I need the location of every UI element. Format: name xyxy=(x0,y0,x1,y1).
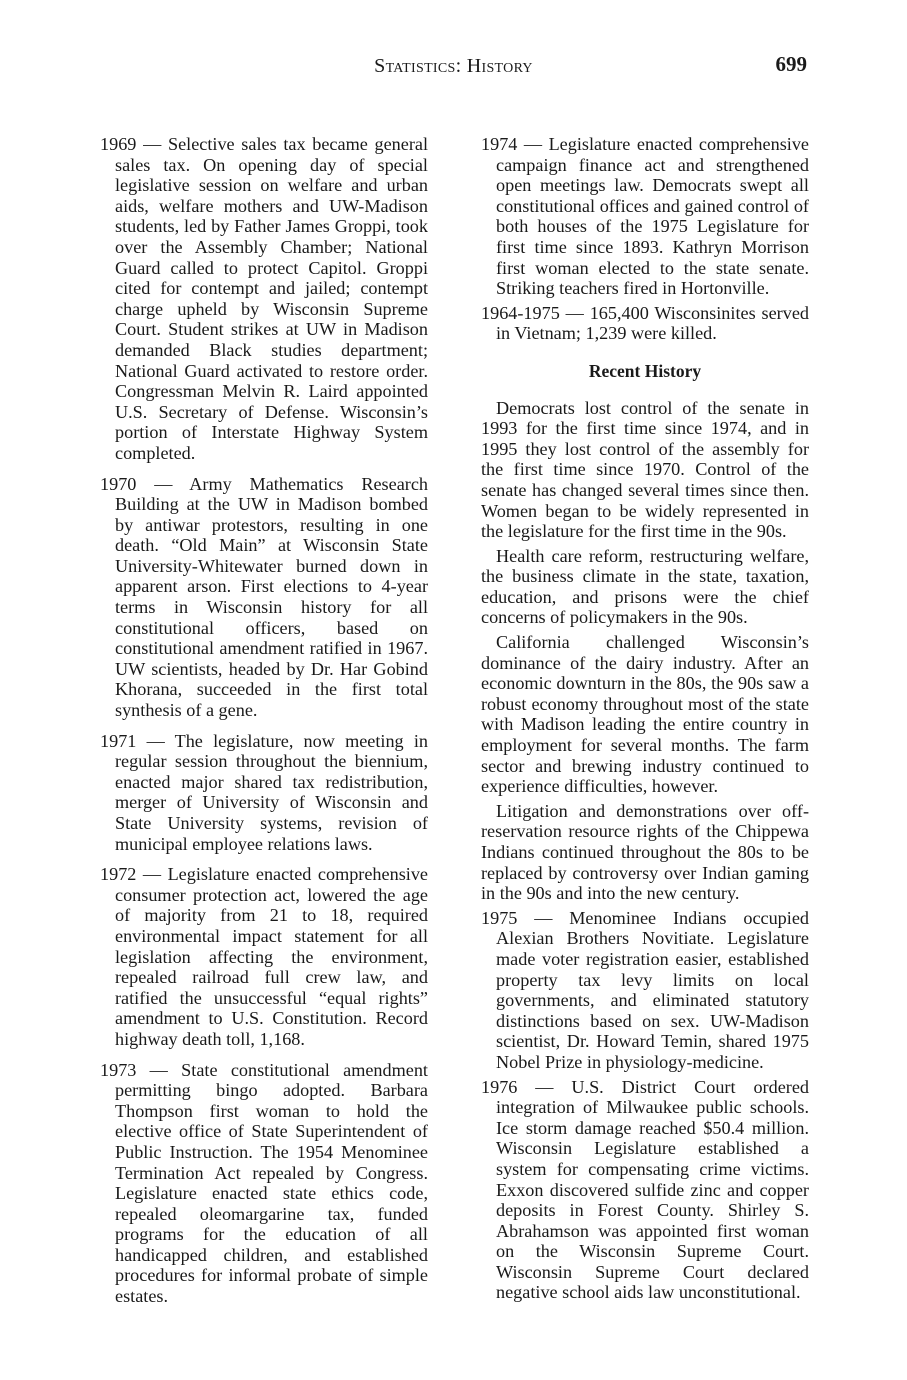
timeline-entry-1964-1975: 1964-1975 — 165,400 Wisconsinites served in Vietnam; 1,239 were killed. xyxy=(481,302,809,344)
left-column xyxy=(100,134,428,1307)
timeline-entry-1970: 1970 — Army Mathematics Research Building at the UW in Madison bombed by antiwar protestors, resulting in one death. “Old Main” at Wisconsin State University-Whitewater burned down in apparent arson. First elections to 4-year terms in Wisconsin history for all constitutional officers, based on constitutional amendment ratified in 1967. UW scientists, headed by Dr. Har Gobind Khorana, succeeded in the first total synthesis of a gene. xyxy=(100,473,428,721)
timeline-entry-1971: 1971 — The legislature, now meeting in regular session throughout the biennium, enacted major shared tax redistribution, merger of University of Wisconsin and State University systems, revision of municipal employee relations laws. xyxy=(100,730,428,854)
recent-history-paragraph: California challenged Wisconsin’s dominance of the dairy industry. After an economic downturn in the 80s, the 90s saw a robust economy throughout most of the state with Madison leading the entire country in employment for several months. The farm sector and brewing industry continued to experience difficulties, however. xyxy=(481,632,809,797)
timeline-entry-1969: 1969 — Selective sales tax became general sales tax. On opening day of special legislative session on welfare and urban aids, welfare mothers and UW-Madison students, led by Father James Groppi, took over the Assembly Chamber; National Guard called to protect Capitol. Groppi cited for contempt and jailed; contempt charge upheld by Wisconsin Supreme Court. Student strikes at UW in Madison demanded Black studies department; National Guard activated to restore order. Congressman Melvin R. Laird appointed U.S. Secretary of Defense. Wisconsin’s portion of Interstate Highway System completed. xyxy=(100,134,428,463)
timeline-entry-1973: 1973 — State constitutional amendment permitting bingo adopted. Barbara Thompson first woman to hold the elective office of State Superintendent of Public Instruction. The 1954 Menominee Termination Act repealed by Congress. Legislature enacted state ethics code, repealed oleomargarine tax, funded programs for the education of all handicapped children, and established procedures for informal probate of simple estates. xyxy=(100,1059,428,1307)
timeline-entry-1975: 1975 — Menominee Indians occupied Alexian Brothers Novitiate. Legislature made voter registration easier, established property tax levy limits on local governments, and eliminated statutory distinctions based on sex. UW-Madison scientist, Dr. Howard Temin, shared 1975 Nobel Prize in physiology-medicine. xyxy=(481,907,809,1072)
running-header xyxy=(0,52,907,82)
right-column xyxy=(481,134,809,1303)
timeline-entry-1972: 1972 — Legislature enacted comprehensive consumer protection act, lowered the age of majority from 21 to 18, required environmental impact statement for all legislation affecting the environment, repealed railroad full crew law, and ratified the unsuccessful “equal rights” amendment to U.S. Constitution. Record highway death toll, 1,168. xyxy=(100,864,428,1049)
timeline-entry-1974: 1974 — Legislature enacted comprehensive campaign finance act and strengthened open meetings law. Democrats swept all constitutional offices and gained control of both houses of the 1975 Legislature for first time since 1893. Kathryn Morrison first woman elected to the state senate. Striking teachers fired in Hortonville. xyxy=(481,134,809,299)
recent-history-paragraph: Litigation and demonstrations over off-reservation resource rights of the Chippewa Indians continued throughout the 80s to be replaced by controversy over Indian gaming in the 90s and into the new century. xyxy=(481,800,809,904)
recent-history-paragraph: Health care reform, restructuring welfare, the business climate in the state, taxation, education, and prisons were the chief concerns of policymakers in the 90s. xyxy=(481,545,809,628)
timeline-entry-1976: 1976 — U.S. District Court ordered integration of Milwaukee public schools. Ice storm damage reached $50.4 million. Wisconsin Legislature established a system for compensating crime victims. Exxon discovered sulfide zinc and copper deposits in Forest County. Shirley S. Abrahamson was appointed first woman on the Wisconsin Supreme Court. Wisconsin Supreme Court declared negative school aids law unconstitutional. xyxy=(481,1076,809,1303)
running-head-title: Statistics: History xyxy=(374,55,533,77)
section-heading-recent-history: Recent History xyxy=(588,360,702,381)
page-number: 699 xyxy=(775,52,807,76)
recent-history-paragraph: Democrats lost control of the senate in 1993 for the first time since 1974, and in 1995 they lost control of the assembly for the first time since 1970. Control of the senate has changed several times since then. Women began to be widely represented in the legislature for the first time in the 90s. xyxy=(481,397,809,542)
